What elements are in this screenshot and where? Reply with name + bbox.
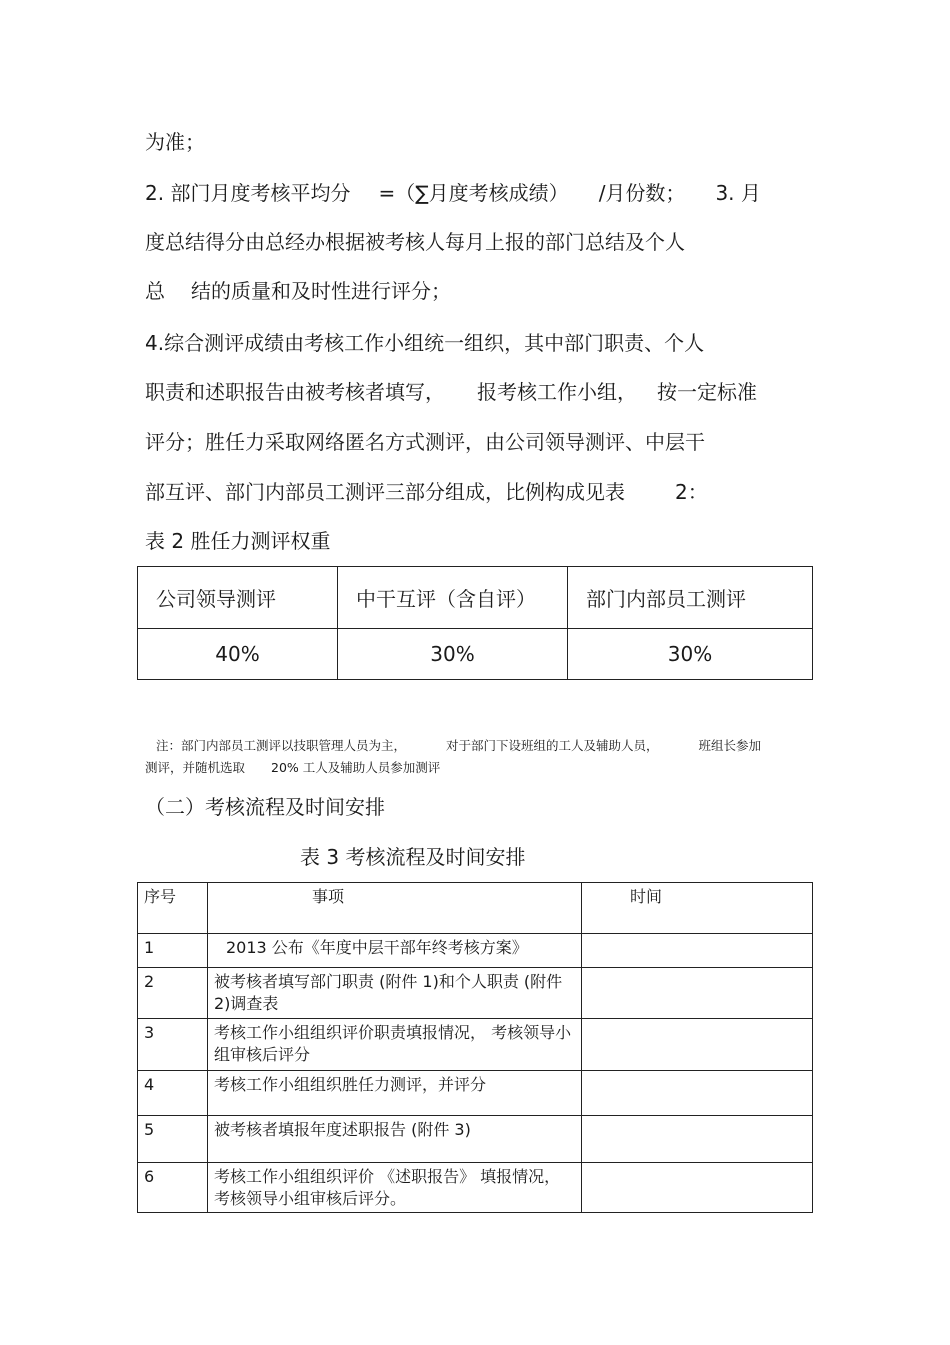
text-segment: 4.综合测评成绩由考核工作小组统一组织，其中部门职责、个人 <box>145 331 705 355</box>
text-segment: 职责和述职报告由被考核者填写， <box>145 380 445 404</box>
table-row <box>138 629 813 680</box>
text-segment: 2. 部门月度考核平均分 <box>145 181 351 205</box>
table-cell: 30% <box>338 629 568 680</box>
paragraph-line-8 <box>145 480 708 504</box>
paragraph-line-1 <box>145 130 205 154</box>
text-segment: 对于部门下设班组的工人及辅助人员， <box>446 738 659 753</box>
table-header-row <box>138 567 813 629</box>
text-segment: 总 <box>145 279 165 303</box>
text-segment: /月份数； <box>598 181 686 205</box>
table-cell <box>582 1116 813 1163</box>
table-row <box>138 1071 813 1116</box>
paragraph-line-2 <box>145 181 761 205</box>
text-segment: 部互评、部门内部员工测评三部分组成，比例构成见表 <box>145 480 625 504</box>
table-row <box>138 968 813 1019</box>
table2-caption: 表 2 胜任力测评权重 <box>145 529 331 553</box>
text-segment: 报考核工作小组， <box>477 380 637 404</box>
table-header-cell: 中干互评（含自评） <box>338 567 568 629</box>
table-header-cell: 时间 <box>582 883 813 934</box>
table-row <box>138 1163 813 1213</box>
table-cell <box>582 1071 813 1116</box>
text-segment: 评分；胜任力采取网络匿名方式测评，由公司领导测评、中层干 <box>145 430 705 454</box>
table-header-cell: 序号 <box>138 883 208 934</box>
table-cell: 考核工作小组组织胜任力测评，并评分 <box>208 1071 582 1116</box>
table-cell: 考核工作小组组织评价 《述职报告》 填报情况，考核领导小组审核后评分。 <box>208 1163 582 1213</box>
text-segment: 注：部门内部员工测评以技职管理人员为主， <box>156 738 407 753</box>
table-cell: 3 <box>138 1019 208 1071</box>
table-cell <box>582 934 813 968</box>
table-cell <box>582 1163 813 1213</box>
table-cell: 30% <box>568 629 813 680</box>
table-cell: 考核工作小组组织评价职责填报情况， 考核领导小组审核后评分 <box>208 1019 582 1071</box>
table-row <box>138 934 813 968</box>
table-cell <box>582 968 813 1019</box>
text-segment: 测评，并随机选取 <box>145 760 246 775</box>
text-segment: 20% 工人及辅助人员参加测评 <box>271 760 441 775</box>
table-header-cell: 事项 <box>208 883 582 934</box>
table-cell: 2013 公布《年度中层干部年终考核方案》 <box>208 934 582 968</box>
text-segment: 度总结得分由总经办根据被考核人每月上报的部门总结及个人 <box>145 230 685 254</box>
formula-text: =（∑月度考核成绩） <box>378 181 569 205</box>
paragraph-line-7 <box>145 430 705 454</box>
note-line-1 <box>156 737 761 755</box>
text-segment: 班组长参加 <box>698 738 762 753</box>
table-cell: 2 <box>138 968 208 1019</box>
paragraph-line-3 <box>145 230 685 254</box>
table-cell: 被考核者填报年度述职报告 (附件 3) <box>208 1116 582 1163</box>
process-schedule-table <box>137 882 813 1213</box>
text-segment: 结的质量和及时性进行评分； <box>191 279 451 303</box>
table-header-cell: 公司领导测评 <box>138 567 338 629</box>
table-cell: 1 <box>138 934 208 968</box>
table-header-row <box>138 883 813 934</box>
table-row <box>138 1116 813 1163</box>
table3-caption: 表 3 考核流程及时间安排 <box>300 845 526 869</box>
table-cell <box>582 1019 813 1071</box>
table-cell: 40% <box>138 629 338 680</box>
text-segment: 2： <box>675 480 708 504</box>
table-header-cell: 部门内部员工测评 <box>568 567 813 629</box>
table-cell: 4 <box>138 1071 208 1116</box>
table-cell: 被考核者填写部门职责 (附件 1)和个人职责 (附件 2)调查表 <box>208 968 582 1019</box>
competency-weight-table <box>137 566 813 680</box>
paragraph-line-4 <box>145 279 451 303</box>
section-heading: （二）考核流程及时间安排 <box>145 795 385 819</box>
table-cell: 6 <box>138 1163 208 1213</box>
paragraph-line-6 <box>145 380 757 404</box>
text-segment: 为准； <box>145 130 205 154</box>
table-cell: 5 <box>138 1116 208 1163</box>
text-segment: 按一定标准 <box>657 380 757 404</box>
note-line-2 <box>145 759 440 777</box>
table-row <box>138 1019 813 1071</box>
paragraph-line-5 <box>145 331 704 355</box>
text-segment: 3. 月 <box>715 181 761 205</box>
